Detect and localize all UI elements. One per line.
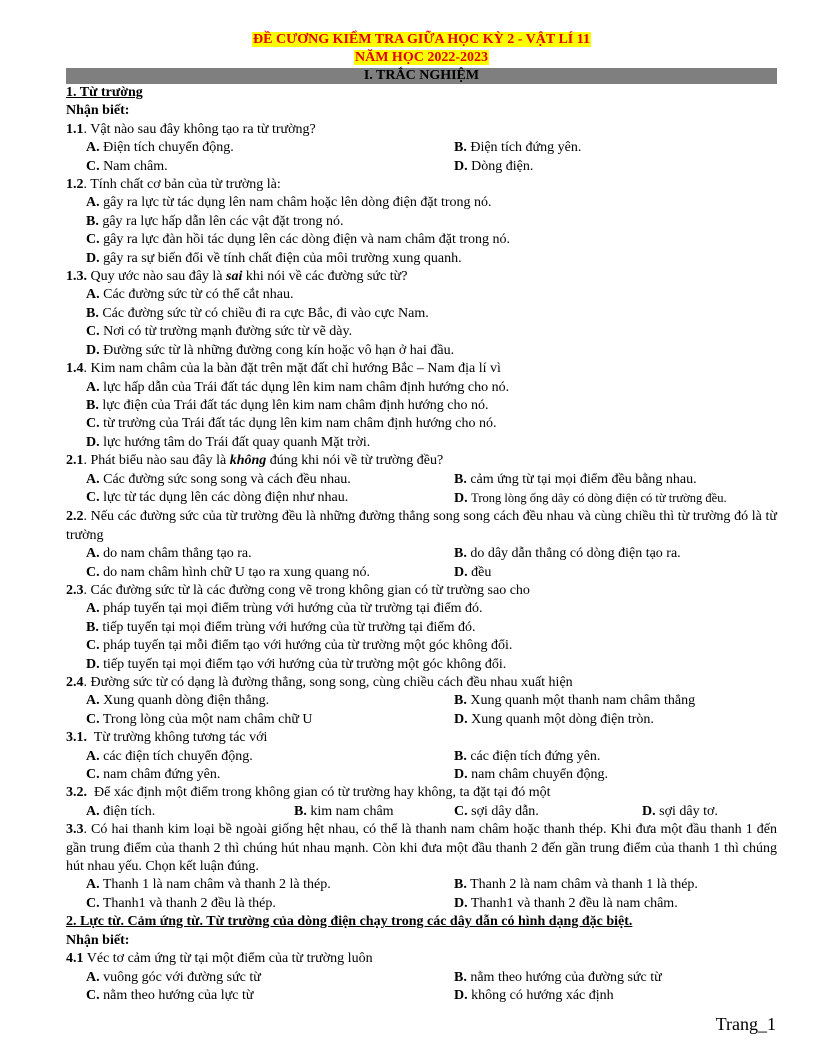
options-row: A. Thanh 1 là nam châm và thanh 2 là thép. B. Thanh 2 là nam châm và thanh 1 là thép. — [86, 877, 698, 893]
options-row: C. Trong lòng của một nam châm chữ U D. Xung quanh một dòng điện tròn. — [86, 711, 654, 727]
options-row: C. do nam châm hình chữ U tạo ra xung quang nó. D. đều — [86, 564, 492, 580]
question-3-3: 3.3. Có hai thanh kim loại bề ngoài giống hệt nhau, có thể là thanh nam châm hoặc thanh thép. Khi đưa một đầu thanh 1 đến gần trung điểm của thanh 2 thì chúng hút nhau mạnh. Còn khi đưa một đầu thanh 2 đến gần trung điểm của thanh 1 thì chúng hút nhau yếu. Chọn kết luận đúng. — [66, 822, 777, 875]
question-2-3: 2.3. Các đường sức từ là các đường cong vẽ trong không gian có từ trường sao cho — [66, 582, 530, 598]
option: C. Nơi có từ trường mạnh đường sức từ vẽ dày. — [86, 324, 353, 340]
options-row: A. Điện tích chuyển động. B. Điện tích đứng yên. — [86, 140, 582, 156]
option: B. lực điện của Trái đất tác dụng lên kim nam châm định hướng cho nó. — [86, 397, 489, 413]
option: D. lực hướng tâm do Trái đất quay quanh Mặt trời. — [86, 434, 371, 450]
options-row: C. Nam châm. D. Dòng điện. — [86, 158, 534, 174]
option: D. gây ra sự biến đổi về tính chất điện của môi trường xung quanh. — [86, 250, 462, 266]
question-1-4: 1.4. Kim nam châm của la bàn đặt trên mặt đất chỉ hướng Bắc – Nam địa lí vì — [66, 361, 501, 377]
options-row: C. Thanh1 và thanh 2 đều là thép. D. Thanh1 và thanh 2 đều là nam châm. — [86, 895, 678, 911]
question-3-2: 3.2. Để xác định một điểm trong không gian có từ trường hay không, ta đặt tại đó một — [66, 785, 551, 801]
option: A. lực hấp dẫn của Trái đất tác dụng lên kim nam châm định hướng cho nó. — [86, 379, 510, 395]
option: D. Đường sức từ là những đường cong kín hoặc vô hạn ở hai đầu. — [86, 342, 455, 358]
option: B. gây ra lực hấp dẫn lên các vật đặt trong nó. — [86, 213, 344, 229]
option: A. Các đường sức từ có thể cắt nhau. — [86, 287, 294, 303]
question-2-1: 2.1. Phát biểu nào sau đây là không đúng khi nói về từ trường đều? — [66, 453, 444, 469]
part2-level: Nhận biết: — [66, 932, 130, 948]
option: B. tiếp tuyến tại mọi điểm trùng với hướng của từ trường tại điểm đó. — [86, 619, 476, 635]
page-number: Trang_1 — [715, 1014, 776, 1034]
options-row: A. Các đường sức song song và cách đều nhau. B. cảm ứng từ tại mọi điểm đều bằng nhau. — [86, 471, 697, 487]
year-text: NĂM HỌC 2022-2023 — [355, 50, 488, 65]
option: A. gây ra lực từ tác dụng lên nam châm hoặc lên dòng điện đặt trong nó. — [86, 195, 492, 211]
option: C. từ trường của Trái đất tác dụng lên kim nam châm định hướng cho nó. — [86, 416, 497, 432]
option: C. gây ra lực đàn hồi tác dụng lên các dòng điện và nam châm đặt trong nó. — [86, 232, 510, 248]
document-title — [66, 31, 777, 49]
question-1-1: 1.1. Vật nào sau đây không tạo ra từ trường? — [66, 121, 316, 137]
question-3-1: 3.1. Từ trường không tương tác với — [66, 730, 268, 746]
options-row: C. lực từ tác dụng lên các dòng điện như nhau. D. Trong lòng ống dây có dòng điện có từ trường đều. — [86, 489, 727, 506]
title-text: ĐỀ CƯƠNG KIỂM TRA GIỮA HỌC KỲ 2 - VẬT LÍ 11 — [253, 32, 590, 47]
question-1-3: 1.3. Quy ước nào sau đây là sai khi nói về các đường sức từ? — [66, 269, 408, 285]
question-4-1: 4.1 Véc tơ cảm ứng từ tại một điểm của từ trường luôn — [66, 951, 373, 967]
option: B. Các đường sức từ có chiều đi ra cực Bắc, đi vào cực Nam. — [86, 305, 429, 321]
options-row: C. nam châm đứng yên. D. nam châm chuyển động. — [86, 767, 608, 783]
options-row: A. các điện tích chuyển động. B. các điện tích đứng yên. — [86, 748, 601, 764]
section-header: I. TRẮC NGHIỆM — [66, 68, 777, 84]
part2-title: 2. Lực từ. Cảm ứng từ. Từ trường của dòng điện chạy trong các dây dẫn có hình dạng đặc biệt. — [66, 914, 633, 930]
options-row: A. vuông góc với đường sức từ B. nằm theo hướng của đường sức từ — [86, 969, 662, 985]
question-2-4: 2.4. Đường sức từ có dạng là đường thẳng, song song, cùng chiều cách đều nhau xuất hiện — [66, 675, 573, 690]
options-row: A. do nam châm thẳng tạo ra. B. do dây dẫn thẳng có dòng điện tạo ra. — [86, 546, 681, 562]
question-1-2: 1.2. Tính chất cơ bản của từ trường là: — [66, 177, 281, 193]
question-2-2: 2.2. Nếu các đường sức của từ trường đều là những đường thẳng song song cách đều nhau và cùng chiều thì từ trường đó là từ trường — [66, 509, 777, 543]
options-row: A. điện tích. B. kim nam châm C. sợi dây dẫn. D. sợi dây tơ. — [86, 803, 718, 819]
options-row: C. nằm theo hướng của lực từ D. không có hướng xác định — [86, 987, 614, 1003]
options-row: A. Xung quanh dòng điện thẳng. B. Xung quanh một thanh nam châm thẳng — [86, 693, 696, 709]
option: C. pháp tuyến tại mỗi điểm tạo với hướng của từ trường một góc không đổi. — [86, 638, 513, 654]
option: D. tiếp tuyến tại mọi điểm tạo với hướng của từ trường một góc không đổi. — [86, 656, 507, 672]
part1-title: 1. Từ trường — [66, 85, 143, 100]
document-page — [66, 31, 777, 1005]
option: A. pháp tuyến tại mọi điểm trùng với hướng của từ trường tại điểm đó. — [86, 601, 483, 617]
school-year — [66, 49, 777, 67]
part1-level: Nhận biết: — [66, 103, 130, 119]
